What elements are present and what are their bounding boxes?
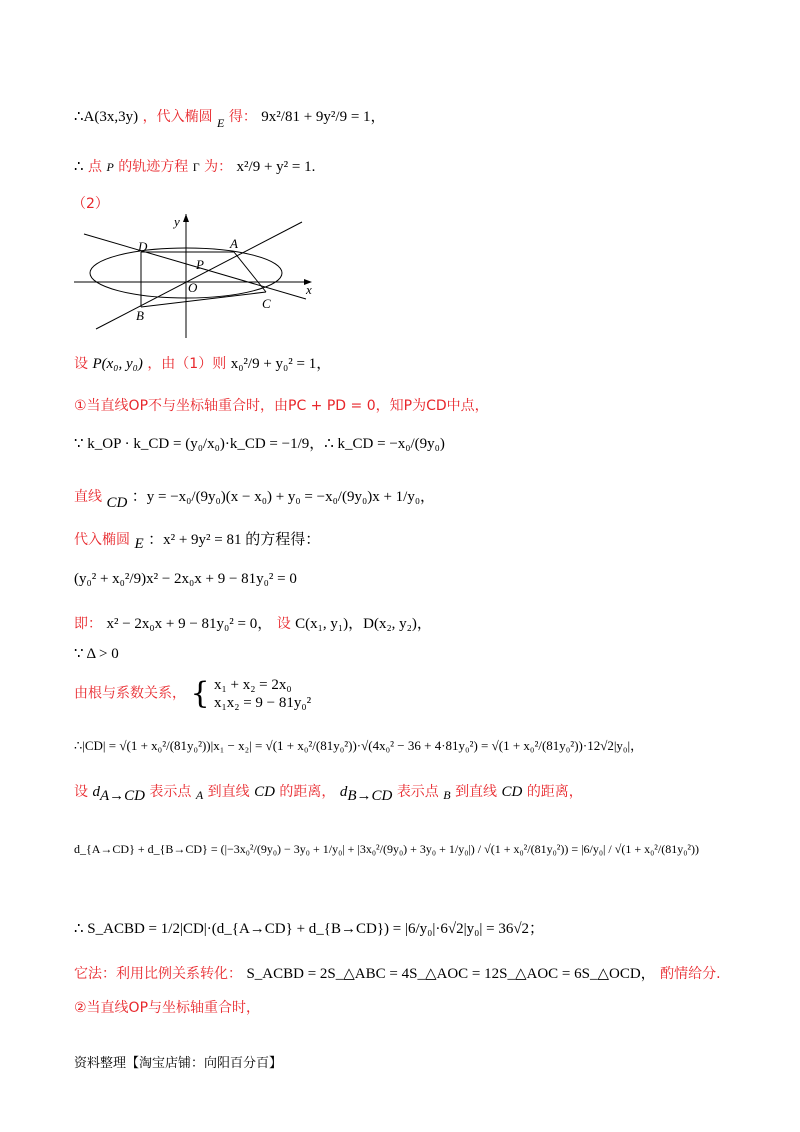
l14-sub2: B→CD (347, 787, 393, 804)
line-14 (74, 783, 583, 805)
l14-t1: 表示点 (149, 784, 192, 800)
l17-text: 它法：利用比例关系转化： (74, 966, 242, 982)
l14-t6: 的距离， (526, 784, 583, 800)
line-9: (y₀² + x₀²/9)x² − 2x₀x + 9 − 81y₀² = 0 (74, 571, 297, 587)
line-6: ∵ k_OP · k_CD = (y₀/x₀)·k_CD = −1/9，∴ k_CD = −x₀/(9y₀) (74, 436, 445, 452)
l14-B: B (443, 788, 451, 802)
l14-sub1: A→CD (99, 787, 145, 804)
l2-gamma: Γ (192, 160, 200, 174)
line-7 (74, 488, 436, 511)
l8-text: 代入椭圆 (74, 532, 130, 548)
l4-by1: ，由（1）则 (147, 356, 227, 372)
l14-t5: 到直线 (455, 784, 498, 800)
l12-system (214, 676, 311, 712)
line-BA (96, 222, 302, 329)
segment-BC (141, 292, 266, 307)
l1-E: E (217, 116, 225, 130)
label-P: P (196, 257, 204, 272)
l2-therefore: ∴ (74, 159, 84, 175)
label-A: A (230, 236, 238, 251)
l12-eq2: x₁x₂ = 9 − 81y₀² (214, 695, 312, 711)
l8-eq: ：x² + 9y² = 81 的方程得： (148, 532, 321, 548)
l14-CD1: CD (254, 784, 275, 800)
l4-eq: x₀²/9 + y₀² = 1， (230, 356, 332, 372)
l4-P: P(x₀, y₀) (92, 356, 143, 372)
l17-end: 酌情给分. (660, 966, 721, 982)
line-16: ∴ S_ACBD = 1/2|CD|·(d_{A→CD} + d_{B→CD}) = |6/y₀|·6√2|y₀| = 36√2； (74, 921, 545, 937)
label-D: D (138, 239, 148, 254)
l1-de: 得： (228, 109, 257, 125)
line-2 (74, 158, 315, 176)
line-10 (74, 615, 432, 633)
l14-d1: d (92, 784, 100, 800)
line-18: ②当直线OP与坐标轴重合时， (74, 1000, 261, 1016)
l2-locus: 的轨迹方程 (118, 159, 189, 175)
label-C: C (262, 296, 271, 311)
l7-CD: CD (106, 495, 128, 511)
line-1 (74, 108, 386, 130)
line-8 (74, 531, 321, 552)
l14-CD2: CD (501, 784, 523, 800)
line-12 (74, 676, 311, 712)
ellipse-figure (74, 214, 324, 344)
l2-wei: 为： (204, 159, 233, 175)
l14-t4: 表示点 (396, 784, 439, 800)
l1-text: ，代入椭圆 (142, 109, 213, 125)
footer: 资料整理【淘宝店铺：向阳百分百】 (74, 1056, 283, 1071)
l12-text: 由根与系数关系， (74, 685, 186, 702)
l10-eq: x² − 2x₀x + 9 − 81y₀² = 0， (106, 616, 273, 632)
segment-AC (234, 252, 266, 292)
l1-math: ∴A(3x,3y) (74, 109, 139, 125)
l12-eq1: x₁ + x₂ = 2x₀ (214, 677, 292, 693)
label-B: B (136, 308, 144, 323)
l1-eq: 9x²/81 + 9y²/9 = 1， (261, 109, 386, 125)
l2-P: P (106, 160, 114, 174)
l7-eq: ：y = −x₀/(9y₀)(x − x₀) + y₀ = −x₀/(9y₀)x + 1/y₀， (131, 489, 436, 505)
l14-t2: 到直线 (207, 784, 250, 800)
l4-she: 设 (74, 356, 88, 372)
line-15: d_{A→CD} + d_{B→CD} = (|−3x₀²/(9y₀) − 3y₀ + 1/y₀| + |3x₀²/(9y₀) + 3y₀ + 1/y₀|) / √(1 + x₀²/(81y₀²)) = |6/y₀| / √(1 + x₀²/(81y₀²)) (74, 842, 700, 856)
label-x: x (306, 282, 312, 297)
l14-A: A (195, 788, 204, 802)
l7-zhixian: 直线 (74, 489, 102, 505)
l14-she: 设 (74, 784, 88, 800)
line-4 (74, 355, 331, 373)
line-13: ∴|CD| = √(1 + x₀²/(81y₀²))|x₁ − x₂| = √(1 + x₀²/(81y₀²))·√(4x₀² − 36 + 4·81y₀²) = √(1 + x₀²/(81y₀²))·12√2|y₀|， (74, 738, 644, 753)
l2-dian: 点 (88, 159, 102, 175)
l8-E: E (134, 536, 144, 552)
line-11: ∵ Δ > 0 (74, 646, 119, 662)
l14-d2: d (339, 784, 348, 800)
l2-eq: x²/9 + y² = 1. (236, 159, 316, 175)
label-O: O (188, 280, 198, 295)
l12-brace: { (190, 676, 210, 711)
l10-pts: C(x₁, y₁)，D(x₂, y₂)， (295, 616, 432, 632)
y-arrow (183, 214, 189, 222)
l10-ji: 即： (74, 616, 102, 632)
label-y: y (174, 214, 180, 229)
line-17 (74, 965, 721, 983)
l14-t3: 的距离， (279, 784, 336, 800)
part-2-label: （2） (72, 196, 109, 212)
l17-eq: S_ACBD = 2S_△ABC = 4S_△AOC = 12S_△AOC = 6S_△OCD， (246, 966, 656, 982)
line-5: ①当直线OP不与坐标轴重合时，由PC + PD = 0，知P为CD中点， (74, 398, 489, 414)
l10-she: 设 (276, 616, 291, 632)
